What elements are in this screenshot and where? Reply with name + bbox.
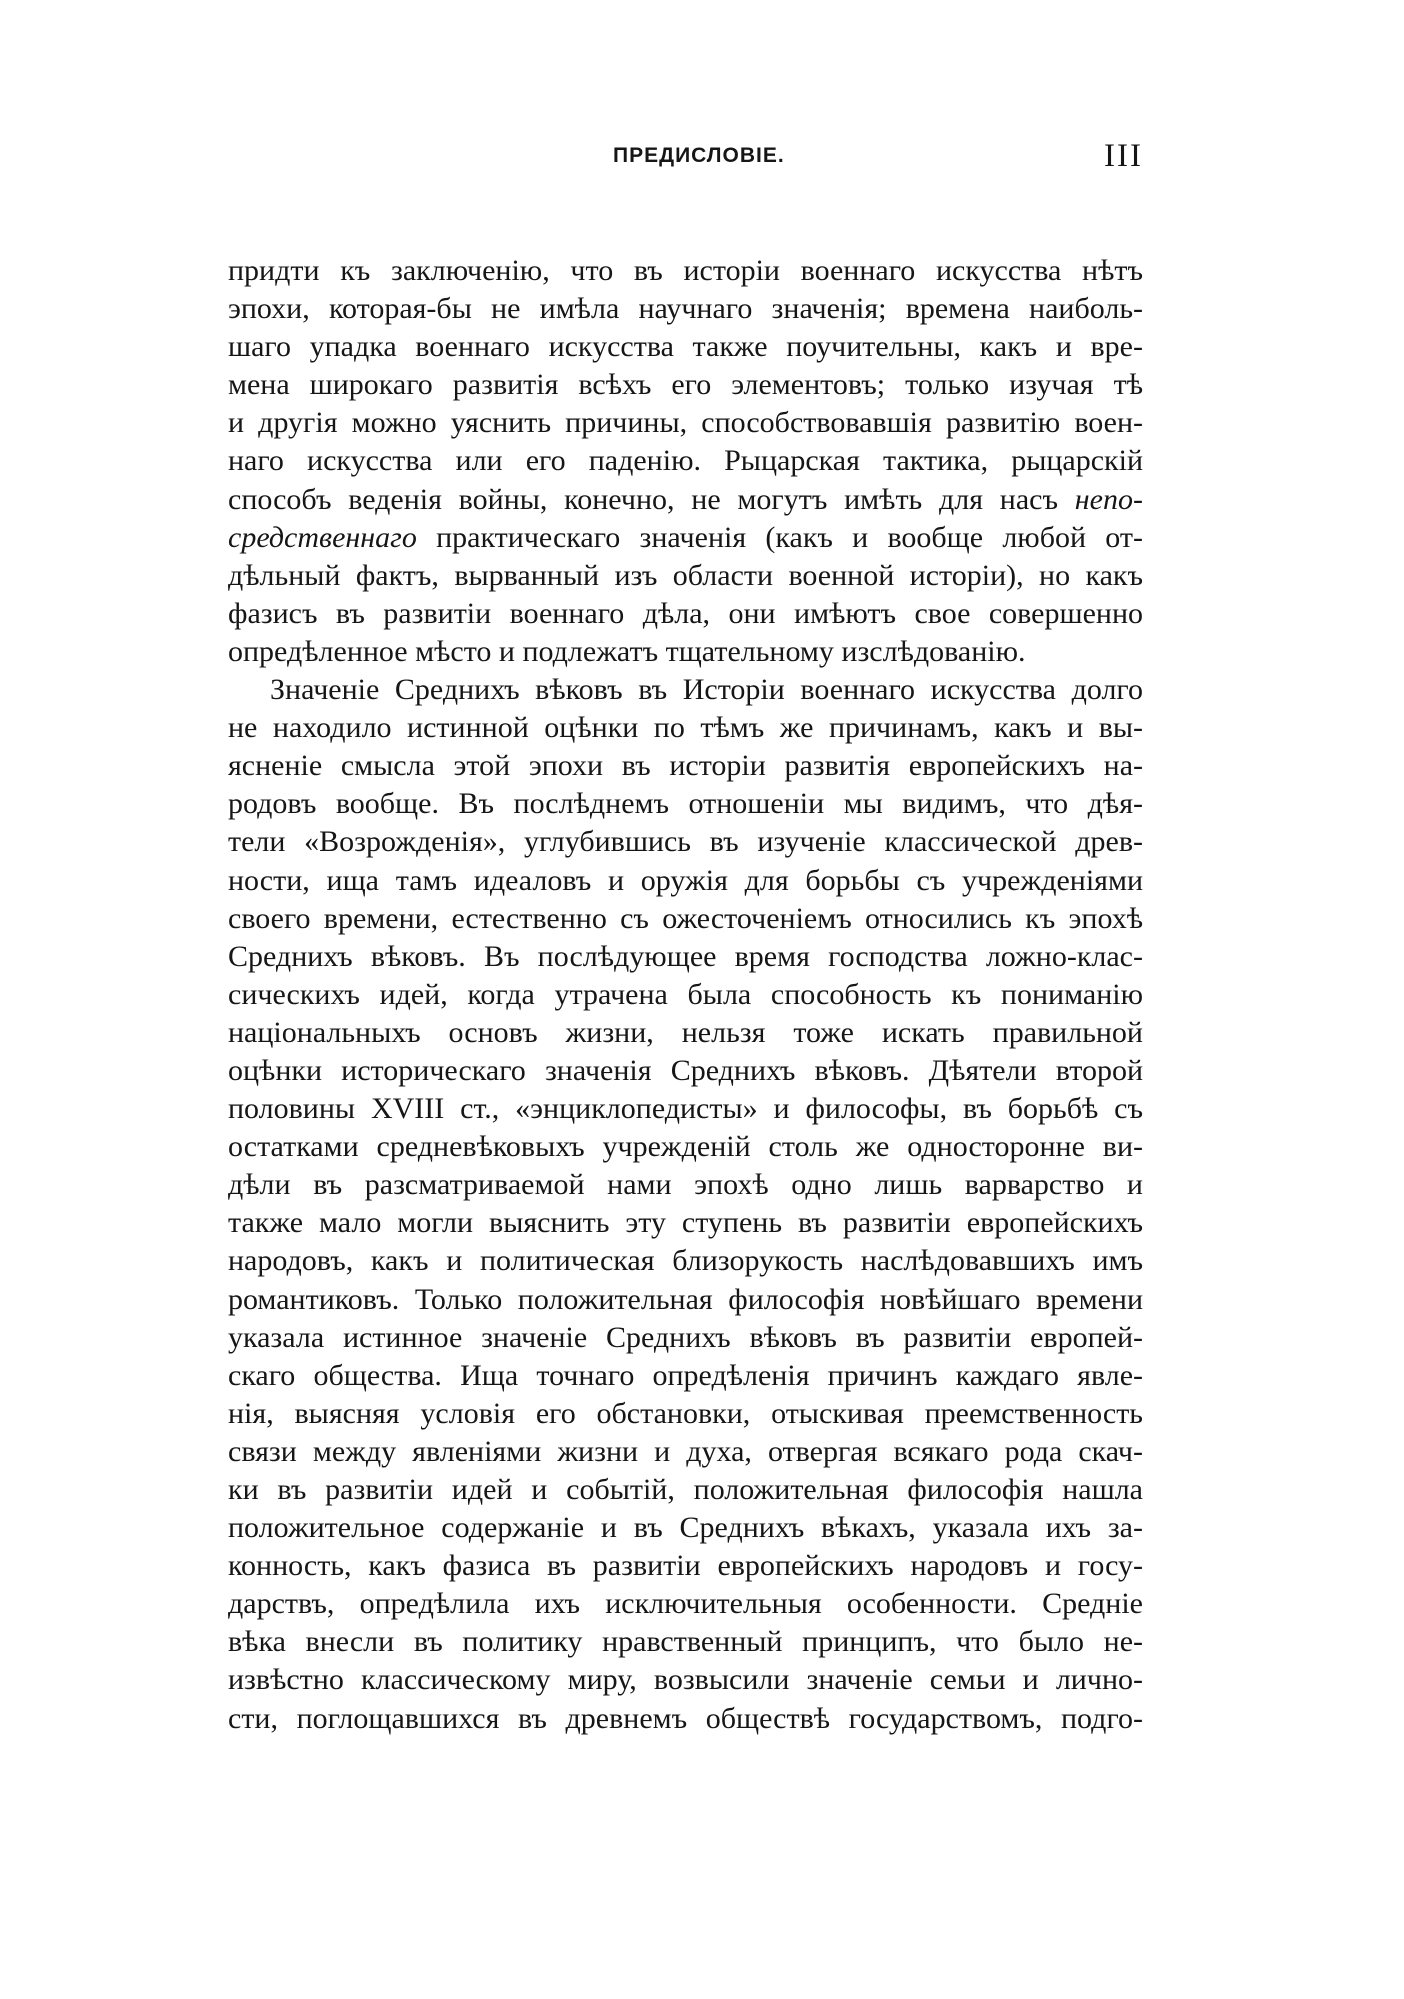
text-line: положительное содержаніе и въ Среднихъ вѣкахъ, указала ихъ за- <box>228 1511 1143 1545</box>
text-line: сти, поглощавшихся въ древнемъ обществѣ государствомъ, подго- <box>228 1701 1143 1735</box>
page-number: III <box>1104 138 1143 174</box>
text-line: дѣльный фактъ, вырванный изъ области военной исторіи), но какъ <box>228 558 1143 592</box>
text-line: скаго общества. Ища точнаго опредѣленія причинъ каждаго явле- <box>228 1358 1143 1392</box>
italic-text: непо- <box>1074 482 1143 516</box>
text-line: придти къ заключенію, что въ исторіи военнаго искусства нѣтъ <box>228 254 1143 287</box>
text-line: остатками средневѣковыхъ учрежденій столь же односторонне ви- <box>228 1130 1143 1164</box>
text-line: своего времени, естественно съ ожесточеніемъ относились къ эпохѣ <box>228 901 1143 935</box>
text-run: практическаго значенія (какъ и вообще любой от- <box>416 520 1143 554</box>
text-line: романтиковъ. Только положительная философія новѣйшаго времени <box>228 1282 1143 1316</box>
text-line: указала истинное значеніе Среднихъ вѣковъ въ развитіи европей- <box>228 1320 1143 1354</box>
italic-text: средственнаго <box>228 520 417 554</box>
text-line: ясненіе смысла этой эпохи въ исторіи развитія европейскихъ на- <box>228 749 1143 783</box>
text-line: ности, ища тамъ идеаловъ и оружія для борьбы съ учрежденіями <box>228 863 1143 897</box>
text-line: тели «Возрожденія», углубившись въ изученіе классической древ- <box>228 825 1143 859</box>
text-line: извѣстно классическому миру, возвысили значеніе семьи и лично- <box>228 1663 1143 1697</box>
text-line: эпохи, которая-бы не имѣла научнаго значенія; времена наиболь- <box>228 292 1143 326</box>
text-line: также мало могли выяснить эту ступень въ развитіи европейскихъ <box>228 1206 1143 1240</box>
text-line: мена широкаго развитія всѣхъ его элементовъ; только изучая тѣ <box>228 368 1143 402</box>
text-line: фазисъ въ развитіи военнаго дѣла, они имѣютъ свое совершенно <box>228 596 1143 630</box>
text-line: и другія можно уяснить причины, способствовавшія развитію воен- <box>228 406 1143 440</box>
text-line: Значеніе Среднихъ вѣковъ въ Исторіи военнаго искусства долго <box>270 673 1143 707</box>
text-line: половины XVIII ст., «энциклопедисты» и философы, въ борьбѣ съ <box>228 1092 1143 1126</box>
header-title: ПРЕДИСЛОВІЕ. <box>613 144 785 167</box>
text-line: не находило истинной оцѣнки по тѣмъ же причинамъ, какъ и вы- <box>228 711 1143 745</box>
text-line <box>228 519 1143 557</box>
text-line: дѣли въ разсматриваемой нами эпохѣ одно лишь варварство и <box>228 1168 1143 1202</box>
text-line: народовъ, какъ и политическая близорукость наслѣдовавшихъ имъ <box>228 1244 1143 1278</box>
text-line: дарствъ, опредѣлила ихъ исключительныя особенности. Средніе <box>228 1587 1143 1621</box>
text-line: національныхъ основъ жизни, нельзя тоже искать правильной <box>228 1015 1143 1049</box>
text-line: сическихъ идей, когда утрачена была способность къ пониманію <box>228 977 1143 1011</box>
text-line: ки въ развитіи идей и событій, положительная философія нашла <box>228 1473 1143 1506</box>
text-line: наго искусства или его паденію. Рыцарская тактика, рыцарскій <box>228 444 1143 478</box>
text-run: способъ веденія войны, конечно, не могутъ имѣть для насъ <box>228 482 1075 516</box>
text-line: конность, какъ фазиса въ развитіи европейскихъ народовъ и госу- <box>228 1549 1143 1583</box>
text-line: оцѣнки историческаго значенія Среднихъ вѣковъ. Дѣятели второй <box>228 1053 1143 1087</box>
text-line: вѣка внесли въ политику нравственный принципъ, что было не- <box>228 1625 1143 1659</box>
running-header <box>228 138 1143 178</box>
text-line: опредѣленное мѣсто и подлежатъ тщательному изслѣдованію. <box>228 634 1026 668</box>
text-line: шаго упадка военнаго искусства также поучительны, какъ и вре- <box>228 330 1143 364</box>
text-line: Среднихъ вѣковъ. Въ послѣдующее время господства ложно-клас- <box>228 939 1143 973</box>
text-line: нія, выясняя условія его обстановки, отыскивая преемственность <box>228 1396 1143 1430</box>
body-text <box>228 252 1143 1738</box>
text-line <box>228 481 1143 519</box>
text-line: связи между явленіями жизни и духа, отвергая всякаго рода скач- <box>228 1434 1143 1468</box>
text-line: родовъ вообще. Въ послѣднемъ отношеніи мы видимъ, что дѣя- <box>228 787 1143 821</box>
